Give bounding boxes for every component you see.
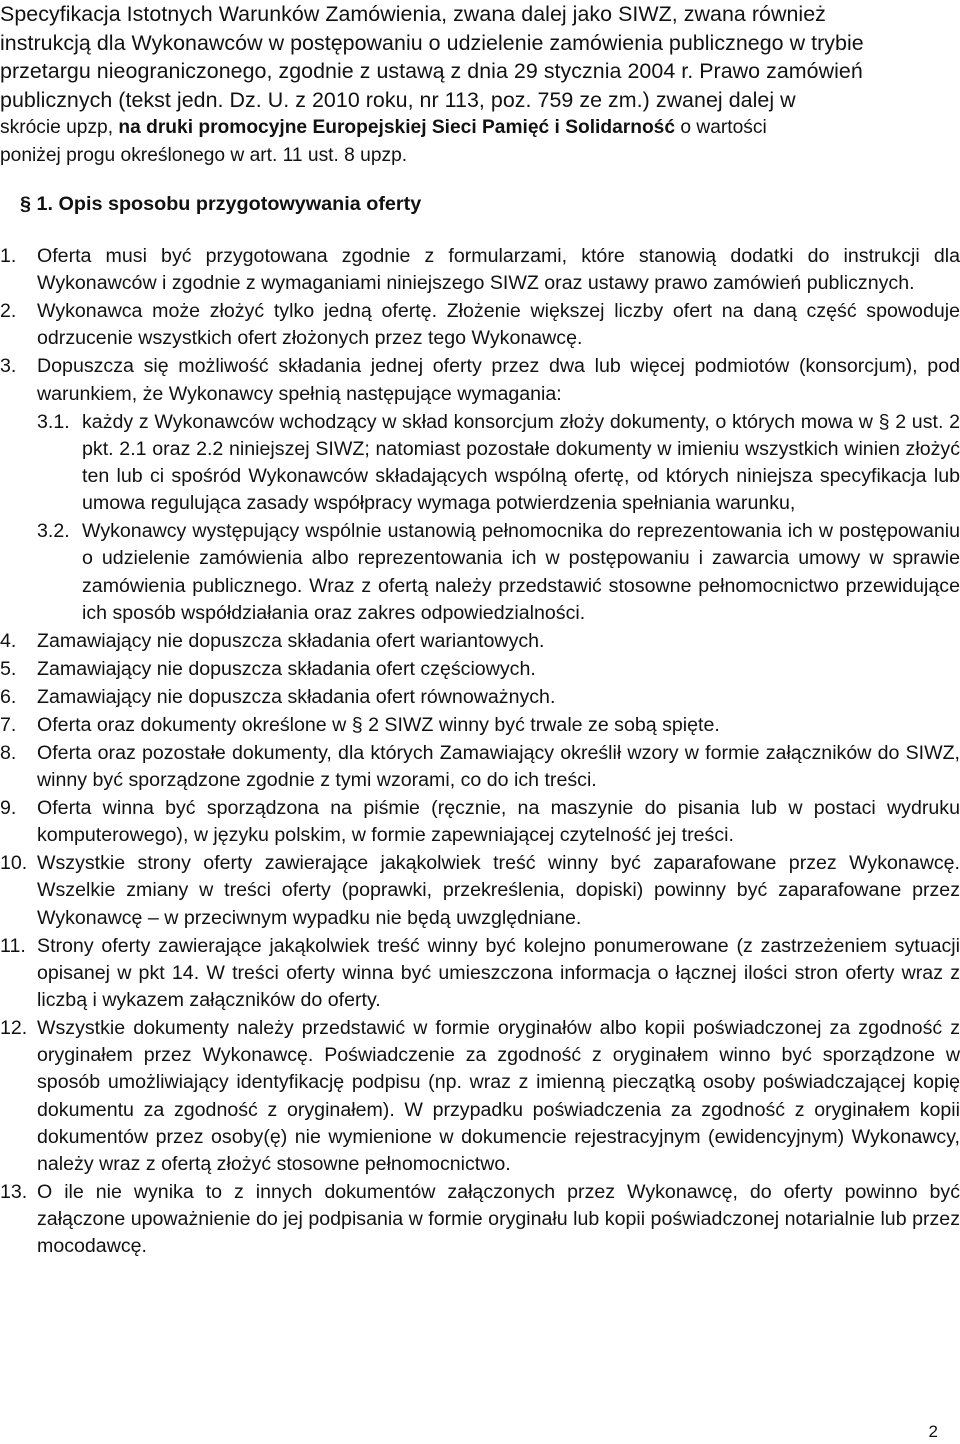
item-number: 10. <box>0 852 28 875</box>
intro-line <box>0 114 960 142</box>
order-subject: na druki promocyjne Europejskiej Sieci Pamięć i Solidarność <box>118 117 676 139</box>
list-item <box>0 298 960 352</box>
item-text: Oferta winna być sporządzona na piśmie (ręcznie, na maszynie do pisania lub w postaci wydruku komputerowego), w języku polskim, w formie zapewniającej czytelność jej treści. <box>37 797 960 847</box>
intro-line: poniżej progu określonego w art. 11 ust. 8 upzp. <box>0 145 408 167</box>
intro-line: publicznych (tekst jedn. Dz. U. z 2010 roku, nr 113, poz. 759 ze zm.) zwanej dalej w <box>0 87 796 112</box>
item-text: każdy z Wykonawców wchodzący w skład konsorcjum złoży dokumenty, o których mowa w § 2 ust. 2 pkt. 2.1 oraz 2.2 niniejszej SIWZ; natomiast pozostałe dokumenty w imieniu wszystkich winien złożyć ten lub ci spośród Wykonawców składających wspólną ofertę, od których niniejsza specyfikacja lub umowa regulująca zasady współpracy wymaga potwierdzenia spełniania warunku, <box>82 410 960 515</box>
item-number: 1. <box>0 245 17 267</box>
item-text: Wszystkie strony oferty zawierające jakąkolwiek treść winny być zaparafowane przez Wykonawcę. Wszelkie zmiany w treści oferty (poprawki, przekreślenia, dopiski) powinny być zaparafowane przez Wykonawcę – w przeciwnym wypadku nie będą uwzględniane. <box>37 852 960 929</box>
item-text: Strony oferty zawierające jakąkolwiek treść winny być kolejno ponumerowane (z zastrzeżeniem sytuacji opisanej w pkt 14. W treści oferty winna być umieszczona informacja o łącznej ilości stron oferty wraz z liczbą i wykazem załączników do oferty. <box>37 934 960 1012</box>
item-list <box>0 243 960 1261</box>
item-text: Zamawiający nie dopuszcza składania ofert wariantowych. <box>37 629 545 652</box>
list-item <box>0 712 960 739</box>
item-number: 11. <box>0 934 26 957</box>
list-item <box>0 684 960 711</box>
item-number: 2. <box>0 300 17 323</box>
list-item <box>0 518 960 627</box>
item-number: 3.1. <box>37 410 70 433</box>
item-number: 12. <box>0 1017 28 1040</box>
item-text: Oferta oraz pozostałe dokumenty, dla których Zamawiający określił wzory w formie załączników do SIWZ, winny być sporządzone zgodnie z tymi wzorami, co do ich treści. <box>37 741 960 792</box>
item-text: Zamawiający nie dopuszcza składania ofert częściowych. <box>37 657 536 680</box>
intro-line: Specyfikacja Istotnych Warunków Zamówienia, zwana dalej jako SIWZ, zwana również <box>0 2 826 26</box>
list-item <box>0 409 960 518</box>
intro-paragraph <box>0 0 960 170</box>
page-number: 2 <box>928 1422 938 1441</box>
section-symbol: § <box>20 193 32 215</box>
list-item <box>0 628 960 655</box>
list-item <box>0 740 960 794</box>
item-number: 7. <box>0 713 17 736</box>
intro-text: skrócie upzp, <box>0 117 119 139</box>
list-item <box>0 850 960 932</box>
item-text: Oferta musi być przygotowana zgodnie z formularzami, które stanowią dodatki do instrukcji dla Wykonawców i zgodnie z wymaganiami niniejszego SIWZ oraz ustawy prawo zamówień publicznych. <box>37 245 960 295</box>
list-item <box>0 933 960 1015</box>
intro-line: przetargu nieograniczonego, zgodnie z ustawą z dnia 29 stycznia 2004 r. Prawo zamówień <box>0 59 863 84</box>
item-text: O ile nie wynika to z innych dokumentów załączonych przez Wykonawcę, do oferty powinno być załączone upoważnienie do jej podpisania w formie oryginału lub kopii poświadczonej notarialnie lub przez mocodawcę. <box>37 1181 960 1258</box>
item-text: Oferta oraz dokumenty określone w § 2 SIWZ winny być trwale ze sobą spięte. <box>37 713 720 736</box>
section-title: 1. Opis sposobu przygotowywania oferty <box>36 193 422 215</box>
intro-text: o wartości <box>675 117 767 139</box>
item-number: 9. <box>0 797 17 820</box>
item-number: 13. <box>0 1181 28 1204</box>
item-text: Wszystkie dokumenty należy przedstawić w formie oryginałów albo kopii poświadczonej za zgodność z oryginałem przez Wykonawcę. Poświadczenie za zgodność z oryginałem winno być sporządzone w sposób umożliwiający identyfikację podpisu (np. wraz z imienną pieczątką osoby poświadczającej kopię dokumentu za zgodność z oryginałem). W przypadku poświadczenia za zgodność z oryginałem kopii dokumentów przez osoby(ę) nie wymienione w dokumencie rejestracyjnym (ewidencyjnym) Wykonawcy, należy wraz z ofertą złożyć stosowne pełnomocnictwo. <box>37 1017 960 1176</box>
section-heading <box>20 190 421 218</box>
list-item <box>0 1015 960 1178</box>
item-number: 3. <box>0 355 17 378</box>
item-number: 6. <box>0 685 17 708</box>
item-number: 8. <box>0 741 17 764</box>
list-item <box>0 1179 960 1261</box>
list-item <box>0 353 960 407</box>
intro-line: instrukcją dla Wykonawców w postępowaniu o udzielenie zamówienia publicznego w trybie <box>0 30 864 55</box>
list-item <box>0 795 960 849</box>
item-text: Zamawiający nie dopuszcza składania ofert równoważnych. <box>37 685 556 708</box>
item-text: Wykonawca może złożyć tylko jedną ofertę. Złożenie większej liczby ofert na daną część spowoduje odrzucenie wszystkich ofert złożonych przez tego Wykonawcę. <box>37 300 960 350</box>
item-text: Wykonawcy występujący wspólnie ustanowią pełnomocnika do reprezentowania ich w postępowaniu o udzielenie zamówienia albo reprezentowania ich w postępowaniu i zawarcia umowy w sprawie zamówienia publicznego. Wraz z ofertą należy przedstawić stosowne pełnomocnictwo przewidujące ich sposób współdziałania oraz zakres odpowiedzialności. <box>82 520 960 624</box>
item-number: 4. <box>0 629 17 652</box>
item-text: Dopuszcza się możliwość składania jednej oferty przez dwa lub więcej podmiotów (konsorcjum), pod warunkiem, że Wykonawcy spełnią następujące wymagania: <box>37 355 960 405</box>
item-number: 5. <box>0 657 17 680</box>
list-item <box>0 243 960 297</box>
list-item <box>0 656 960 683</box>
item-number: 3.2. <box>37 520 70 543</box>
